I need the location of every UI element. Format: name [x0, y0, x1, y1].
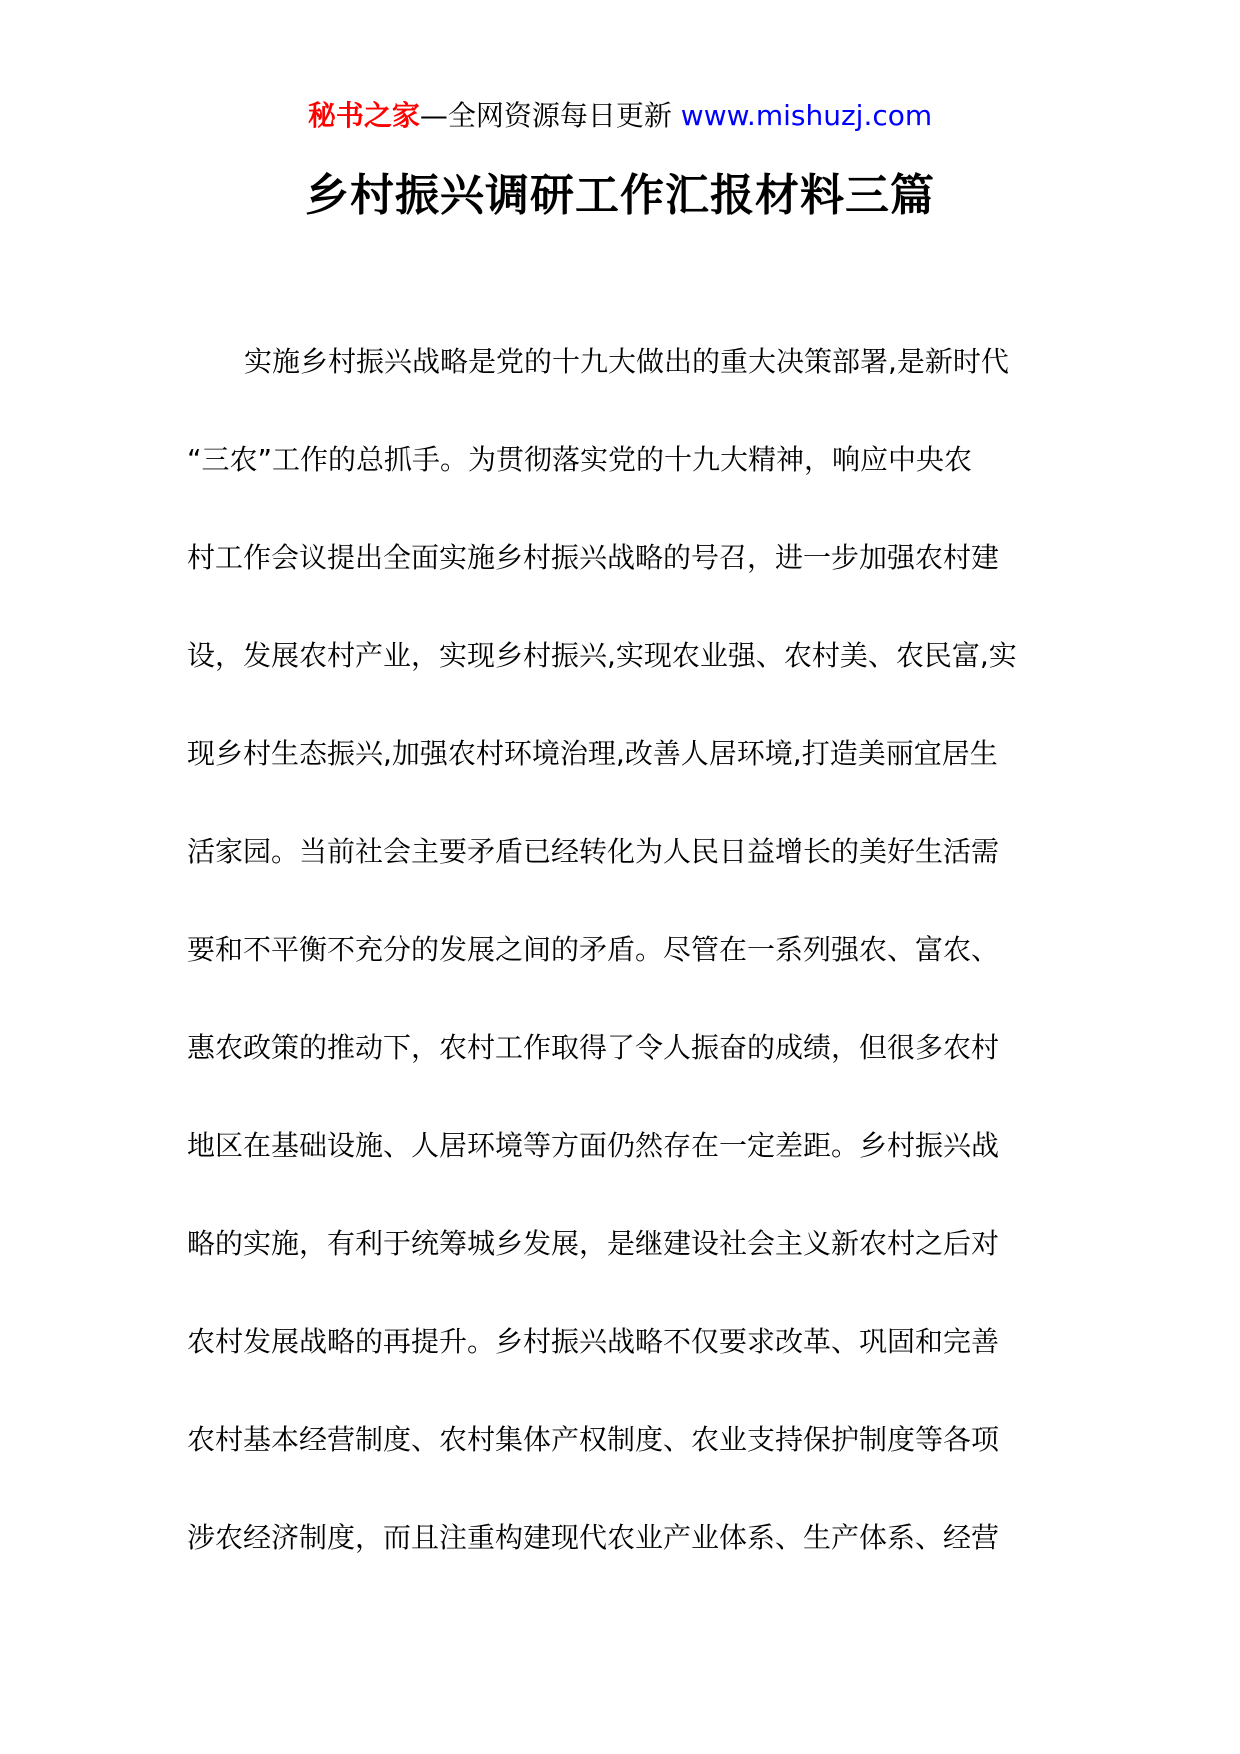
- paragraph-line: 要和不平衡不充分的发展之间的矛盾。尽管在一系列强农、富农、: [187, 933, 1000, 966]
- paragraph-line: 农村发展战略的再提升。乡村振兴战略不仅要求改革、巩固和完善: [187, 1325, 1000, 1358]
- paragraph-line: 涉农经济制度，而且注重构建现代农业产业体系、生产体系、经营: [187, 1521, 1000, 1554]
- paragraph-line: 现乡村生态振兴,加强农村环境治理,改善人居环境,打造美丽宜居生: [187, 737, 998, 770]
- document-body: [187, 342, 1053, 1616]
- paragraph-line: 地区在基础设施、人居环境等方面仍然存在一定差距。乡村振兴战: [187, 1129, 1000, 1162]
- site-brand: 秘书之家: [307, 99, 420, 132]
- paragraph-line: 实施乡村振兴战略是党的十九大做出的重大决策部署,是新时代: [244, 345, 1009, 378]
- paragraph-line: 惠农政策的推动下，农村工作取得了令人振奋的成绩，但很多农村: [187, 1031, 1000, 1064]
- paragraph-line: “三农”工作的总抓手。为贯彻落实党的十九大精神，响应中央农: [187, 443, 973, 476]
- document-title: 乡村振兴调研工作汇报材料三篇: [305, 170, 935, 221]
- paragraph-line: 设，发展农村产业，实现乡村振兴,实现农业强、农村美、农民富,实: [187, 639, 1017, 672]
- paragraph-line: 村工作会议提出全面实施乡村振兴战略的号召，进一步加强农村建: [187, 541, 1000, 574]
- site-url-link[interactable]: www.mishuzj.com: [680, 99, 933, 132]
- paragraph-line: 活家园。当前社会主要矛盾已经转化为人民日益增长的美好生活需: [187, 835, 1000, 868]
- paragraph-line: 农村基本经营制度、农村集体产权制度、农业支持保护制度等各项: [187, 1423, 1000, 1456]
- site-header: [0, 96, 1240, 136]
- paragraph-line: 略的实施，有利于统筹城乡发展，是继建设社会主义新农村之后对: [187, 1227, 1000, 1260]
- site-tagline: —全网资源每日更新: [419, 99, 672, 132]
